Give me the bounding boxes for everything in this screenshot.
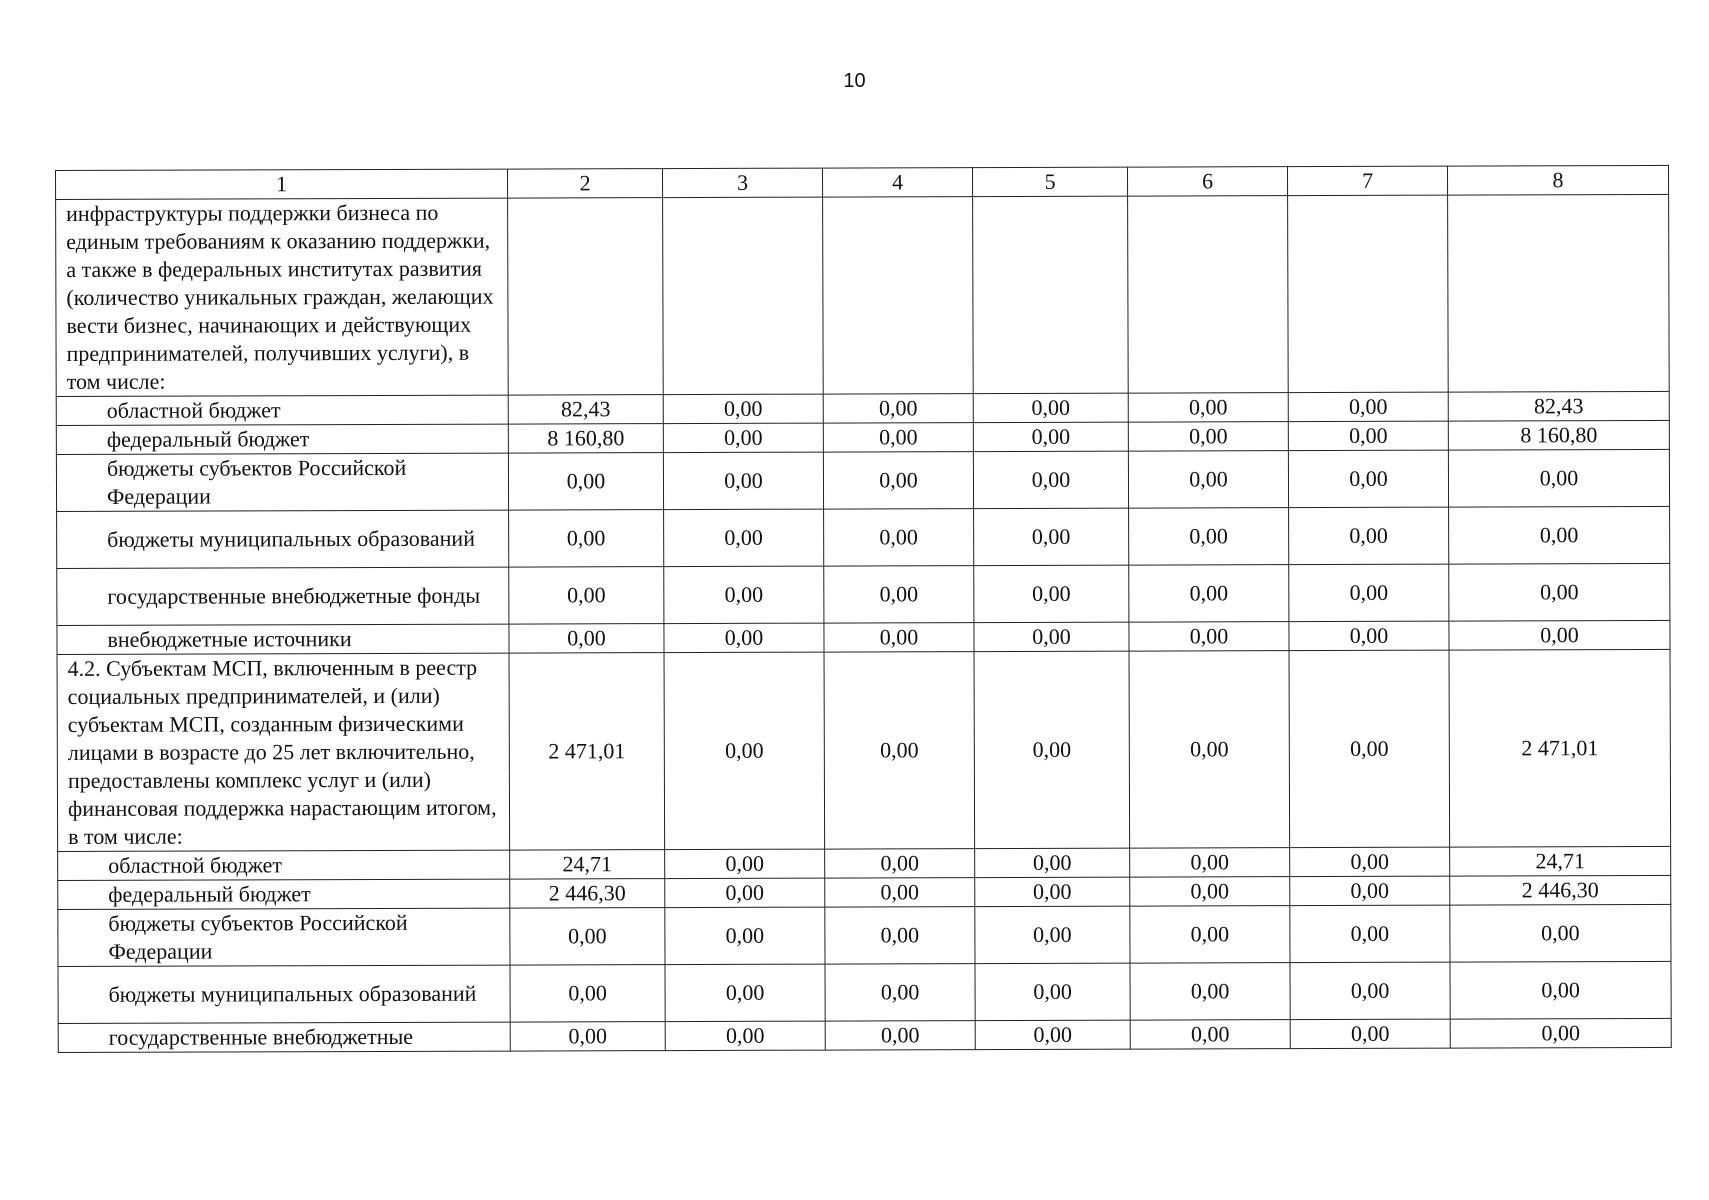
value-cell: 0,00 [1289, 564, 1449, 622]
value-cell: 0,00 [510, 908, 665, 965]
column-header: 7 [1287, 166, 1447, 196]
value-cell: 0,00 [825, 849, 975, 878]
value-cell: 0,00 [665, 907, 825, 965]
value-cell: 0,00 [1130, 963, 1290, 1021]
value-cell: 8 160,80 [508, 424, 663, 453]
value-cell: 0,00 [1128, 422, 1288, 452]
table-row [57, 506, 1670, 568]
value-cell: 0,00 [825, 964, 975, 1021]
value-cell: 0,00 [975, 848, 1130, 877]
column-header: 3 [662, 168, 822, 198]
value-cell: 0,00 [1290, 847, 1450, 877]
value-cell: 0,00 [973, 422, 1128, 451]
table-row [56, 194, 1670, 396]
value-cell: 0,00 [665, 878, 825, 908]
value-cell: 0,00 [665, 964, 825, 1022]
row-label: федеральный бюджет [58, 879, 510, 909]
table-row [58, 961, 1671, 1023]
value-cell: 0,00 [663, 452, 823, 510]
row-label: государственные внебюджетные фонды [57, 567, 509, 625]
value-cell: 0,00 [664, 566, 824, 624]
value-cell: 0,00 [510, 965, 665, 1022]
row-label: государственные внебюджетные [58, 1022, 510, 1052]
value-cell: 0,00 [663, 394, 823, 424]
value-cell: 82,43 [508, 395, 663, 424]
value-cell: 0,00 [975, 906, 1130, 963]
value-cell: 0,00 [1290, 876, 1450, 906]
column-header: 4 [822, 168, 972, 197]
table-body [56, 194, 1672, 1052]
value-cell: 0,00 [974, 565, 1129, 622]
row-label: бюджеты субъектов Российской Федерации [56, 453, 508, 511]
value-cell: 0,00 [825, 878, 975, 907]
value-cell: 0,00 [974, 622, 1129, 651]
value-cell: 0,00 [824, 623, 974, 652]
table-row [58, 1018, 1671, 1052]
value-cell: 0,00 [1449, 506, 1670, 564]
value-cell: 0,00 [665, 1021, 825, 1051]
value-cell: 0,00 [975, 963, 1130, 1020]
value-cell: 0,00 [1130, 1020, 1290, 1050]
row-label: внебюджетные источники [57, 624, 509, 654]
value-cell: 0,00 [509, 624, 664, 653]
value-cell: 0,00 [823, 394, 973, 423]
value-cell: 0,00 [1129, 622, 1289, 652]
value-cell [663, 197, 824, 395]
value-cell: 0,00 [509, 567, 664, 624]
value-cell: 0,00 [975, 1020, 1130, 1049]
value-cell: 0,00 [1450, 961, 1671, 1019]
row-label: федеральный бюджет [56, 424, 508, 454]
value-cell: 0,00 [974, 651, 1130, 848]
column-header: 6 [1127, 167, 1287, 197]
value-cell: 0,00 [1128, 451, 1288, 509]
value-cell: 2 446,30 [510, 879, 665, 908]
table-row [56, 449, 1669, 511]
value-cell [1288, 195, 1449, 393]
value-cell: 0,00 [1130, 877, 1290, 907]
value-cell: 0,00 [1448, 449, 1669, 507]
value-cell: 24,71 [510, 850, 665, 879]
value-cell: 2 471,01 [509, 653, 665, 850]
value-cell: 0,00 [664, 509, 824, 567]
value-cell: 0,00 [824, 509, 974, 566]
row-label: бюджеты субъектов Российской Федерации [58, 908, 510, 966]
value-cell [1448, 194, 1670, 392]
row-label: инфраструктуры поддержки бизнеса по единым требованиям к оказанию поддержки, а также в федеральных институтах развития (количество уникальных граждан, желающих вести бизнес, начинающих и действующих предпринимателей, получивших услуги), в том числе: [56, 198, 509, 396]
value-cell: 0,00 [974, 508, 1129, 565]
value-cell [973, 196, 1129, 393]
value-cell: 0,00 [1290, 962, 1450, 1020]
value-cell: 0,00 [823, 452, 973, 509]
value-cell: 0,00 [973, 393, 1128, 422]
table-row [58, 904, 1671, 966]
value-cell: 0,00 [824, 566, 974, 623]
value-cell: 0,00 [664, 652, 825, 850]
value-cell: 82,43 [1448, 391, 1669, 421]
value-cell: 0,00 [1288, 421, 1448, 451]
budget-table [55, 165, 1672, 1053]
value-cell: 0,00 [1449, 620, 1670, 650]
value-cell [508, 198, 664, 395]
table-row [57, 649, 1671, 851]
value-cell: 0,00 [1288, 450, 1448, 508]
value-cell: 0,00 [1289, 650, 1450, 848]
value-cell: 0,00 [510, 1022, 665, 1051]
value-cell: 0,00 [1288, 392, 1448, 422]
row-label: бюджеты муниципальных образований [57, 510, 509, 568]
value-cell: 0,00 [1450, 904, 1671, 962]
value-cell: 8 160,80 [1448, 420, 1669, 450]
column-header: 5 [972, 167, 1127, 196]
value-cell: 0,00 [1130, 906, 1290, 964]
row-label: бюджеты муниципальных образований [58, 965, 510, 1023]
value-cell: 0,00 [1289, 621, 1449, 651]
value-cell: 0,00 [1290, 1019, 1450, 1049]
value-cell: 0,00 [1128, 393, 1288, 423]
value-cell: 0,00 [663, 423, 823, 453]
value-cell: 0,00 [1289, 507, 1449, 565]
page-number: 10 [843, 70, 866, 92]
value-cell: 0,00 [1129, 565, 1289, 623]
value-cell: 0,00 [973, 451, 1128, 508]
value-cell: 2 446,30 [1450, 875, 1671, 905]
value-cell: 0,00 [508, 453, 663, 510]
value-cell: 0,00 [823, 423, 973, 452]
value-cell: 0,00 [824, 652, 975, 849]
table-row [57, 563, 1670, 625]
value-cell: 0,00 [1290, 905, 1450, 963]
value-cell: 0,00 [825, 907, 975, 964]
value-cell: 24,71 [1450, 846, 1671, 876]
value-cell: 0,00 [1450, 1018, 1671, 1048]
value-cell: 0,00 [1130, 848, 1290, 878]
row-label: областной бюджет [58, 850, 510, 880]
value-cell: 0,00 [825, 1021, 975, 1050]
value-cell: 0,00 [1129, 508, 1289, 566]
value-cell: 0,00 [975, 877, 1130, 906]
value-cell: 0,00 [509, 510, 664, 567]
value-cell: 2 471,01 [1449, 649, 1671, 847]
value-cell: 0,00 [665, 849, 825, 879]
budget-table-container [55, 165, 1671, 1053]
value-cell: 0,00 [1449, 563, 1670, 621]
value-cell: 0,00 [664, 623, 824, 653]
value-cell [823, 197, 974, 394]
row-label: областной бюджет [56, 395, 508, 425]
column-header: 8 [1447, 165, 1668, 195]
column-header: 1 [56, 169, 508, 199]
value-cell: 0,00 [1129, 651, 1290, 849]
value-cell [1128, 196, 1289, 394]
row-label: 4.2. Субъектам МСП, включенным в реестр социальных предпринимателей, и (или) субъектам МСП, созданным физическими лицами в возрасте до 25 лет включительно, предоставлены комплекс услуг и (или) финансовая поддержка нарастающим итогом, в том числе: [57, 653, 510, 851]
column-header: 2 [507, 169, 662, 198]
